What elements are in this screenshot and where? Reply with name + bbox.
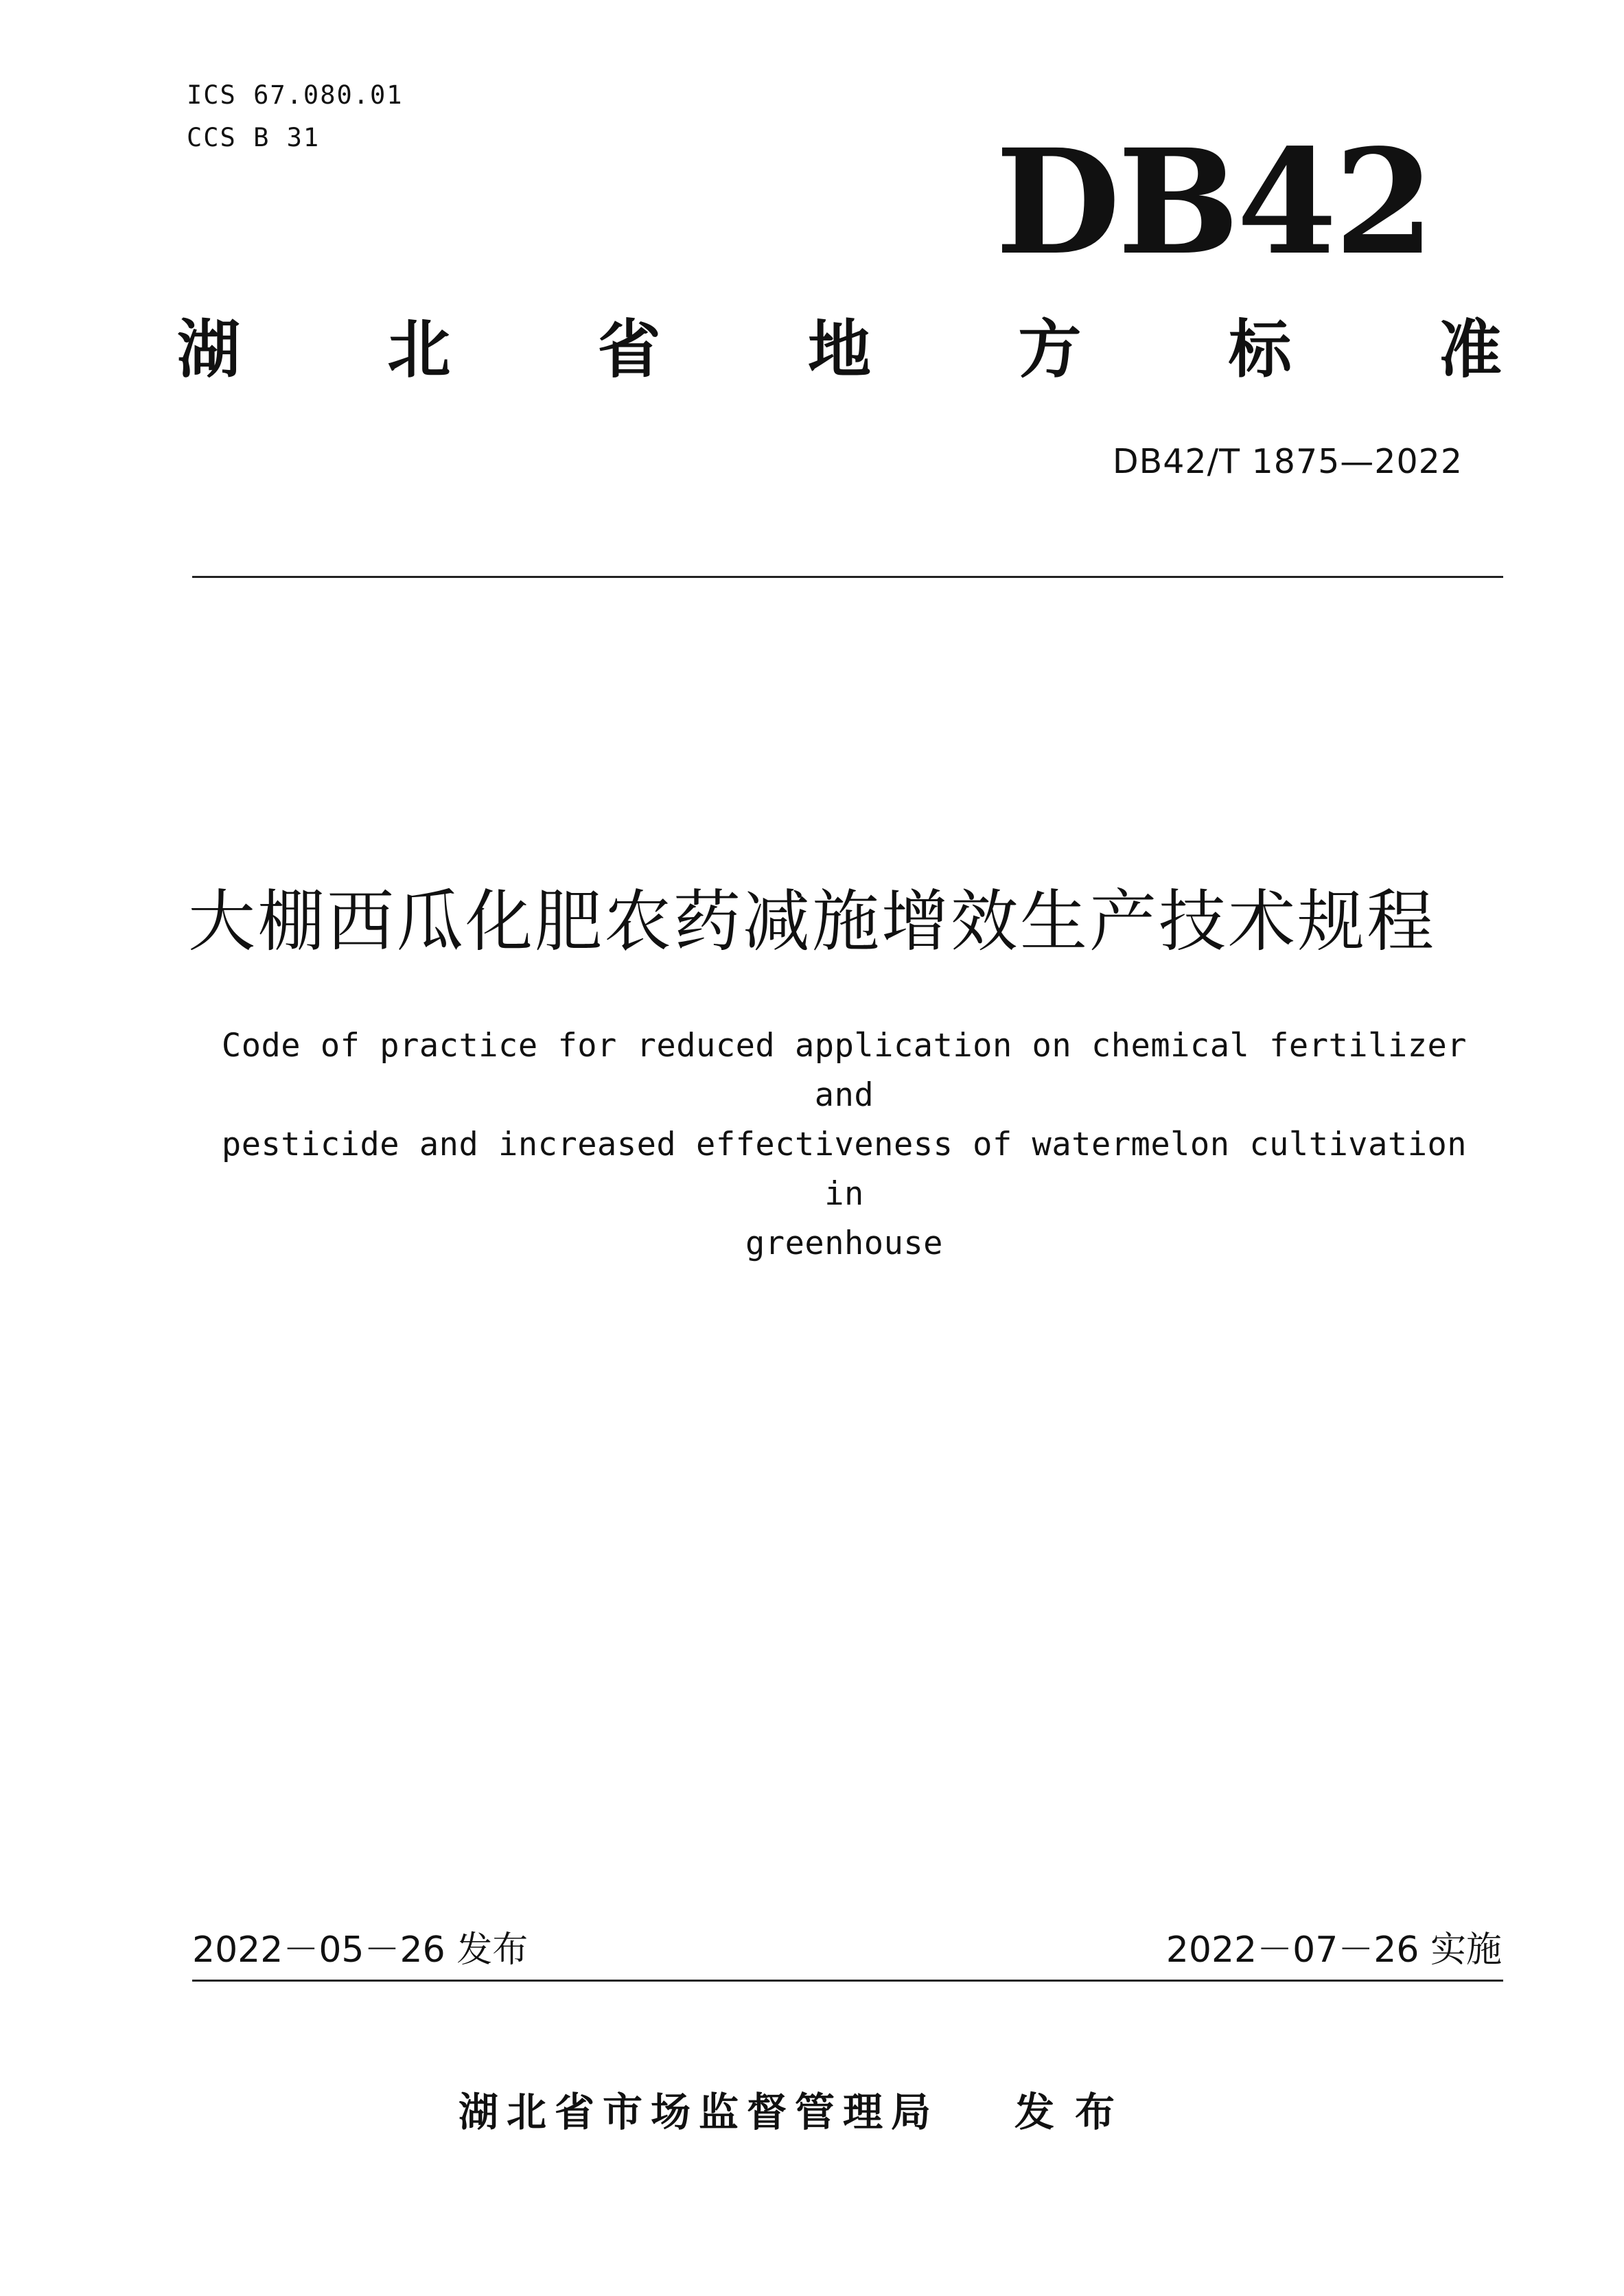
title-english [199, 1021, 1489, 1268]
standard-type [177, 312, 1502, 388]
publisher-name: 湖北省市场监督管理局 [459, 2089, 940, 2135]
bottom-divider [192, 1980, 1503, 1982]
standard-type-char: 省 [597, 313, 661, 386]
implementation-date: 2022－07－26 实施 [1165, 1929, 1502, 1971]
db-code-mark: DB42 [995, 117, 1432, 287]
standard-type-char: 湖 [177, 313, 241, 386]
title-english-line: pesticide and increased effectiveness of watermelon cultivation in [221, 1126, 1468, 1213]
title-english-line: greenhouse [745, 1225, 943, 1262]
publish-label: 发布 [1014, 2089, 1136, 2135]
title-english-line: Code of practice for reduced application on chemical fertilizer and [221, 1027, 1468, 1114]
standard-type-char: 方 [1018, 313, 1082, 386]
title-chinese: 大棚西瓜化肥农药减施增效生产技术规程 [187, 883, 1436, 961]
standard-number: DB42/T 1875—2022 [1112, 442, 1463, 481]
standard-type-char: 地 [807, 313, 871, 386]
publisher-row [459, 2089, 1136, 2135]
ics-code: ICS 67.080.01 [187, 80, 404, 110]
standard-type-char: 准 [1438, 313, 1502, 386]
top-divider [192, 576, 1503, 578]
ccs-code: CCS B 31 [187, 123, 321, 152]
standard-type-char: 标 [1228, 313, 1292, 386]
standard-type-char: 北 [387, 313, 451, 386]
issue-date: 2022－05－26 发布 [192, 1929, 529, 1971]
